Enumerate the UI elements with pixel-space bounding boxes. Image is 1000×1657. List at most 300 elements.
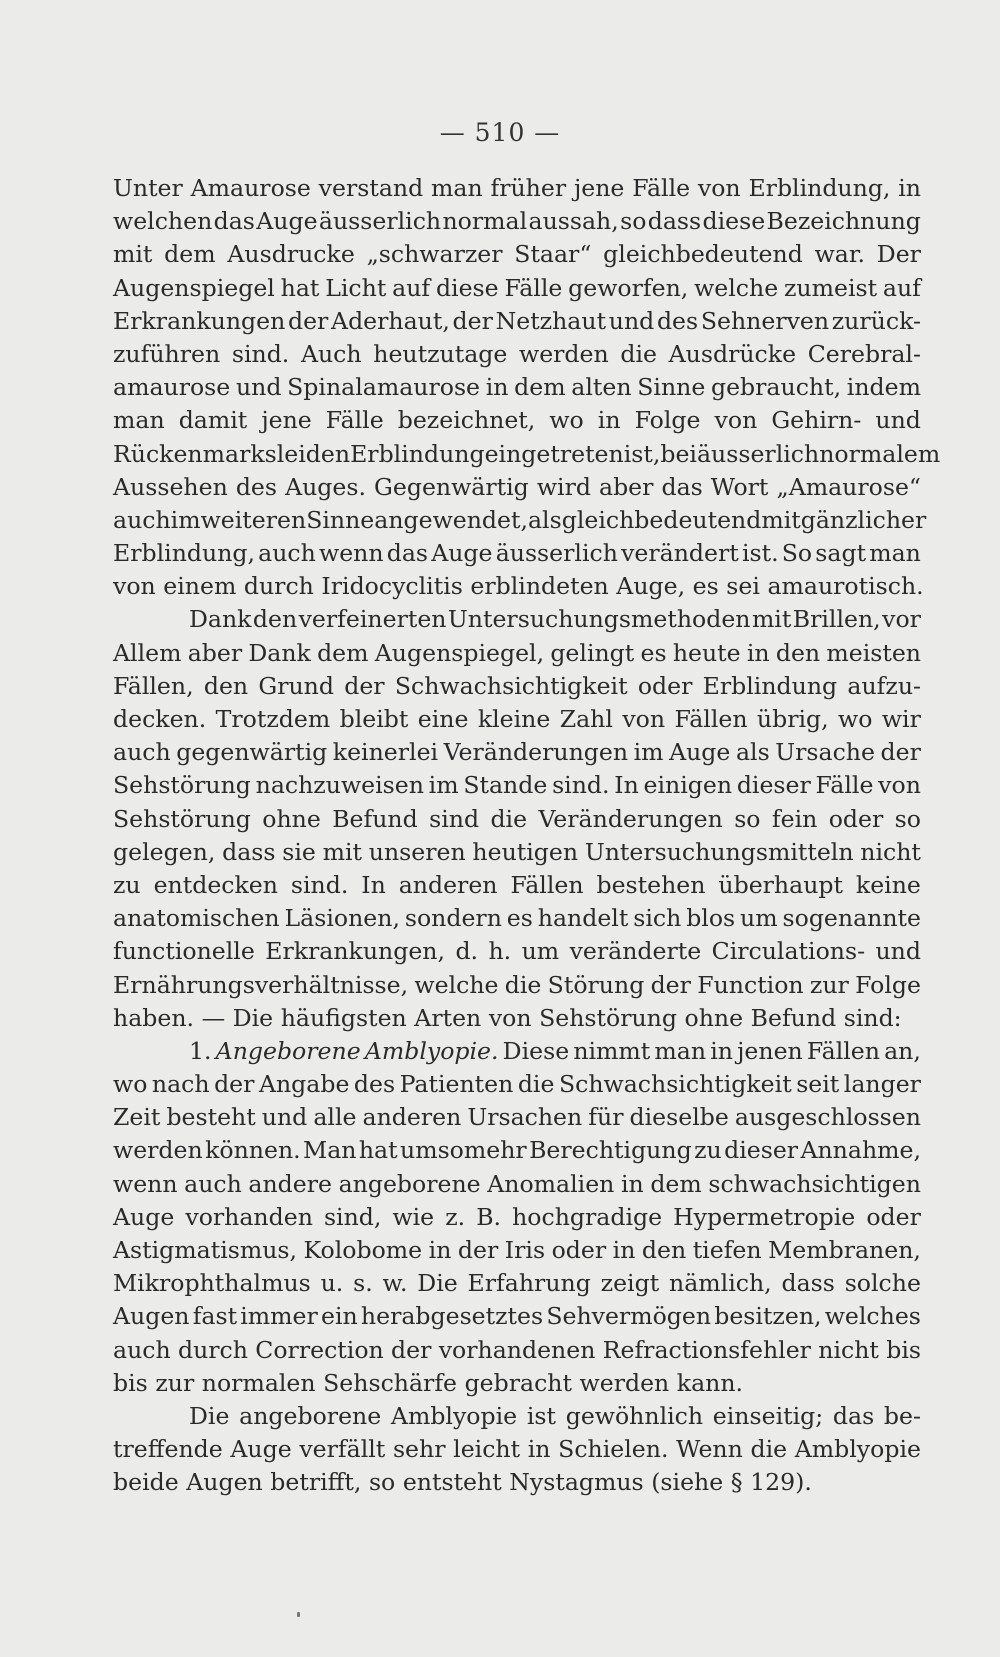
text-line: [113, 1234, 921, 1267]
word: sind.: [290, 870, 349, 899]
text-line: [113, 836, 921, 869]
word: zu: [113, 870, 141, 899]
word: welche: [694, 273, 779, 302]
word: welche: [414, 970, 499, 999]
word: Circulations-: [711, 937, 866, 966]
word: so: [620, 207, 647, 236]
word: die: [517, 1070, 555, 1099]
word: sind: [429, 804, 480, 833]
word: Gehirn-: [771, 406, 862, 435]
word: „schwarzer: [366, 240, 503, 269]
word: um: [740, 904, 778, 933]
word: einseitig;: [712, 1401, 824, 1430]
word: langer: [843, 1070, 921, 1099]
text-line: [113, 1466, 921, 1499]
word: sind.: [231, 339, 290, 368]
body-text: [113, 172, 941, 1500]
word: in: [898, 174, 921, 202]
word: Amblyopie: [794, 1435, 921, 1464]
word: In: [614, 771, 639, 800]
word: Befund: [750, 1003, 837, 1032]
text-line: [113, 371, 921, 404]
word: Sinne: [306, 505, 375, 534]
word: ist: [526, 1401, 556, 1430]
word: auch: [258, 539, 316, 568]
print-speck: [297, 1612, 300, 1617]
word: Erfahrung: [467, 1269, 591, 1298]
word: des: [656, 306, 699, 335]
word: oder: [866, 1202, 921, 1231]
word: auch: [113, 738, 171, 767]
word: Angabe: [258, 1070, 350, 1099]
word: sondern: [404, 904, 502, 933]
word: Spinalamaurose: [287, 373, 481, 402]
word: Dank: [189, 605, 252, 634]
word: keine: [855, 870, 921, 899]
text-line: [113, 1168, 921, 1201]
word: Gegenwärtig: [374, 472, 529, 501]
word: von: [714, 406, 758, 435]
word: erblindeten: [470, 572, 609, 601]
word: hat: [280, 273, 320, 302]
word: mit: [322, 837, 363, 866]
word: jene: [261, 406, 312, 435]
word: gebracht: [464, 1368, 572, 1397]
word: zuführen: [113, 339, 221, 368]
word: dem: [317, 638, 369, 667]
word: den: [641, 1236, 687, 1264]
word: handelt: [537, 904, 629, 933]
word: nach: [151, 1070, 210, 1099]
word: ausgeschlossen: [734, 1103, 921, 1132]
word: Wenn: [676, 1435, 743, 1464]
word: sich: [633, 904, 682, 933]
word: um: [521, 937, 560, 966]
word: vor: [882, 605, 921, 634]
word: Läsionen,: [284, 904, 400, 933]
word: Folge: [634, 406, 701, 435]
word: verfällt: [299, 1435, 386, 1464]
word: den: [775, 638, 821, 667]
word: Untersuchungsmitteln: [584, 837, 854, 866]
word: Erblindung,: [113, 539, 255, 568]
word: Auge: [230, 1435, 292, 1464]
word: Iridocyclitis: [321, 572, 463, 601]
word: Augen: [113, 1302, 190, 1331]
word: der: [650, 970, 691, 999]
word: in: [428, 1236, 452, 1264]
word: haben.: [113, 1003, 195, 1032]
word: der: [287, 306, 329, 335]
text-line: [113, 1201, 921, 1234]
word: zur: [155, 1368, 195, 1397]
word: äusserlich: [696, 439, 820, 468]
word: für: [588, 1103, 624, 1132]
word: Erblindung: [702, 671, 838, 700]
word: heute: [672, 638, 741, 667]
word: Die: [189, 1401, 230, 1430]
word: und: [875, 406, 921, 435]
text-line: [113, 902, 921, 935]
word: veränderte: [569, 937, 702, 966]
word: so: [894, 804, 921, 833]
word: und: [608, 306, 655, 335]
word: Iris: [504, 1236, 546, 1264]
word: es: [640, 638, 667, 667]
text-line: [113, 1035, 921, 1068]
word: meisten: [826, 638, 921, 667]
word: die: [620, 339, 657, 368]
word: dieser: [736, 771, 811, 800]
word: indem: [846, 373, 921, 402]
word: weiteren: [200, 505, 307, 534]
word: werden: [579, 1368, 670, 1397]
word: der: [880, 738, 921, 767]
word: heutigen: [472, 837, 579, 866]
word: Auge: [256, 207, 318, 236]
word: im: [428, 771, 459, 800]
text-line: [113, 1433, 921, 1466]
word: man: [113, 406, 165, 435]
word: Der: [876, 240, 921, 269]
word: und: [261, 1103, 308, 1132]
word: Schwachsichtigkeit: [394, 671, 628, 700]
word: aufzu-: [847, 671, 921, 700]
word: wenn: [319, 539, 384, 568]
word: entsteht: [402, 1468, 502, 1497]
word: der: [457, 1236, 499, 1264]
word: das: [661, 472, 703, 501]
word: häufigsten: [280, 1003, 407, 1032]
word: ist.: [741, 539, 779, 568]
word: Amaurose: [190, 174, 311, 202]
paragraph: [113, 1035, 921, 1400]
text-line: [113, 1134, 921, 1167]
word: als: [735, 738, 770, 767]
word: seit: [796, 1070, 840, 1099]
word: in: [612, 1236, 636, 1264]
word: der: [214, 1070, 255, 1099]
word: amaurose: [113, 373, 231, 402]
word: Ausdrücke: [668, 339, 797, 368]
word: normalen: [201, 1368, 316, 1397]
word: bezeichnet,: [397, 406, 536, 435]
word: in: [485, 373, 509, 402]
word: besteht: [166, 1103, 256, 1132]
word: im: [170, 505, 201, 534]
text-line: [113, 703, 921, 736]
word: 129).: [750, 1468, 812, 1497]
word: der: [391, 1335, 432, 1364]
word: auch: [184, 1169, 242, 1198]
word: übrig,: [756, 705, 829, 733]
word: dass: [781, 1269, 835, 1298]
word: Auges.: [285, 472, 366, 501]
word: und: [875, 937, 921, 966]
word: gleichbedeutend: [561, 505, 762, 534]
word: vorhandenen: [438, 1335, 596, 1364]
word: Allem: [113, 638, 182, 667]
word: aber: [599, 472, 654, 501]
word: man: [869, 539, 921, 568]
word: herabgesetztes: [360, 1302, 544, 1331]
word: das: [386, 539, 429, 568]
word: alle: [313, 1103, 357, 1132]
word: schwachsichtigen: [708, 1169, 921, 1198]
word: Befund: [332, 804, 418, 833]
word: Diese: [502, 1036, 570, 1065]
word: nachzuweisen: [255, 771, 424, 800]
section-heading-word: Amblyopie.: [364, 1036, 499, 1065]
word: die: [750, 1435, 788, 1464]
word: bestehen: [596, 870, 706, 899]
word: Erkrankungen,: [265, 937, 446, 966]
word: sagt: [815, 539, 867, 568]
word: betrifft,: [270, 1468, 362, 1497]
word: Correction: [255, 1335, 384, 1364]
word: welchen: [113, 207, 213, 236]
word: Ursache: [775, 738, 875, 767]
word: Berechtigung: [529, 1136, 692, 1165]
word: anderen: [362, 1103, 462, 1132]
word: besitzen,: [714, 1302, 822, 1331]
word: unseren: [368, 837, 466, 866]
word: Auge: [113, 1202, 175, 1231]
word: zu: [694, 1136, 722, 1165]
paragraph: [113, 1400, 921, 1500]
word: wenn: [113, 1169, 178, 1198]
text-line: [113, 869, 921, 902]
word: functionelle: [113, 937, 255, 966]
word: wir: [881, 705, 921, 733]
word: von: [488, 1003, 532, 1032]
word: andere: [248, 1169, 332, 1198]
word: war.: [814, 240, 866, 269]
word: oder: [637, 671, 693, 700]
word: Erblindung,: [748, 174, 891, 202]
word: überhaupt: [718, 870, 843, 899]
word: anatomischen: [113, 904, 280, 933]
word: treffende: [113, 1435, 223, 1464]
word: werden: [113, 1136, 203, 1165]
word: aber: [187, 638, 243, 667]
word: ein: [321, 1302, 358, 1331]
word: fast: [192, 1302, 238, 1331]
word: wie: [392, 1202, 435, 1231]
word: Fälle: [815, 771, 874, 800]
word: als: [527, 505, 562, 534]
word: Untersuchungsmethoden: [447, 605, 751, 634]
word: der: [452, 306, 493, 335]
word: gleichbedeutend: [603, 240, 803, 269]
word: Fälle: [504, 273, 563, 302]
word: bis: [886, 1335, 921, 1364]
word: der: [344, 671, 385, 700]
word: Ausdrucke: [227, 240, 355, 269]
word: zurück-: [831, 306, 921, 335]
word: in: [710, 1036, 733, 1065]
word: das: [832, 1401, 875, 1430]
word: gegenwärtig: [176, 738, 328, 767]
word: So: [781, 539, 813, 568]
word: Auge: [431, 539, 493, 568]
word: verändert: [621, 539, 739, 568]
word: Fällen,: [113, 671, 194, 700]
word: oder: [551, 1236, 607, 1264]
text-line: [113, 603, 921, 636]
word: gelingt: [550, 638, 635, 667]
word: anderen: [398, 870, 498, 899]
word: mit: [761, 505, 801, 534]
word: Erblindung: [350, 439, 485, 468]
text-line: [113, 305, 921, 338]
word: fein: [771, 804, 818, 833]
word: damit: [178, 406, 248, 435]
word: normalem: [819, 439, 941, 468]
word: z.: [445, 1202, 466, 1231]
word: keinerlei: [332, 738, 439, 767]
word: Veränderungen: [538, 804, 723, 833]
word: dem: [514, 373, 566, 402]
word: bis: [113, 1368, 148, 1397]
word: die: [490, 804, 528, 833]
word: Patienten: [399, 1070, 514, 1099]
word: blos: [686, 904, 736, 933]
text-line: [113, 1367, 921, 1400]
word: Rückenmarksleiden: [113, 439, 351, 468]
word: Dank: [248, 638, 311, 667]
text-line: [113, 935, 921, 968]
word: Fällen: [674, 705, 748, 733]
text-line: [113, 803, 921, 836]
word: Staar“: [514, 240, 592, 269]
word: heutzutage: [373, 339, 508, 368]
word: äusserlich: [495, 539, 618, 568]
word: mit: [751, 605, 792, 634]
word: früher: [490, 174, 567, 202]
word: Arten: [414, 1003, 482, 1032]
word: Annahme,: [800, 1136, 921, 1165]
word: be-: [883, 1401, 921, 1430]
text-line: [113, 504, 927, 537]
word: solche: [844, 1269, 921, 1298]
word: Fälle: [632, 174, 691, 202]
word: zur: [809, 970, 849, 999]
word: in: [620, 1169, 644, 1198]
word: Veränderungen: [443, 738, 629, 767]
word: geworfen,: [568, 273, 689, 302]
word: so: [734, 804, 761, 833]
text-line: [113, 471, 921, 504]
word: man: [654, 1036, 707, 1065]
word: Sinne: [637, 373, 706, 402]
word: dieser: [724, 1136, 799, 1165]
word: Augenspiegel,: [374, 638, 545, 667]
word: dieselbe: [629, 1103, 729, 1132]
word: Schielen.: [558, 1435, 669, 1464]
word: von: [113, 572, 156, 601]
word: Sehschärfe: [323, 1368, 458, 1397]
word: zumeist: [783, 273, 878, 302]
word: Wort: [710, 472, 769, 501]
word: s.: [353, 1269, 373, 1298]
word: man: [431, 174, 483, 202]
word: angeborene: [338, 1169, 481, 1198]
word: alten: [571, 373, 632, 402]
word: Erkrankungen: [113, 306, 286, 335]
word: Brillen,: [792, 605, 881, 634]
word: können.: [205, 1136, 301, 1165]
word: diese: [702, 207, 766, 236]
word: angewendet,: [374, 505, 528, 534]
word: Die: [232, 1003, 274, 1032]
word: mit: [113, 240, 153, 269]
word: so: [368, 1468, 396, 1497]
word: Schwachsichtigkeit: [558, 1070, 792, 1099]
word: Zeit: [113, 1103, 161, 1132]
word: immer: [240, 1302, 318, 1331]
text-line: [113, 670, 921, 703]
word: dem: [164, 240, 216, 269]
word: ist,: [623, 439, 661, 468]
text-line: [113, 969, 921, 1002]
word: „Amaurose“: [776, 472, 921, 501]
word: Membranen,: [768, 1236, 921, 1264]
word: h.: [488, 937, 512, 966]
word: sehr: [392, 1435, 446, 1464]
word: verstand: [318, 174, 424, 202]
word: Stande: [463, 771, 548, 800]
word: Auge: [669, 738, 731, 767]
text-line: [113, 1400, 921, 1433]
word: Folge: [855, 970, 921, 999]
word: dem: [650, 1169, 702, 1198]
word: welches: [824, 1302, 921, 1331]
word: Hypermetropie: [673, 1202, 856, 1231]
page-number: — 510 —: [439, 118, 561, 147]
word: decken.: [113, 705, 207, 733]
word: hat: [358, 1136, 398, 1165]
word: von: [622, 705, 666, 733]
word: normal: [442, 207, 528, 236]
word: in: [527, 1435, 551, 1464]
word: Sehvermögen: [546, 1302, 712, 1331]
word: und: [235, 373, 282, 402]
word: oder: [828, 804, 884, 833]
word: wo: [113, 1070, 148, 1099]
word: bei: [660, 439, 697, 468]
word: in: [746, 638, 770, 667]
word: Fälle: [325, 406, 384, 435]
word: auch: [113, 1335, 171, 1364]
word: ohne: [262, 804, 321, 833]
word: in: [597, 406, 621, 435]
word: einigen: [643, 771, 733, 800]
text-line: [113, 1068, 921, 1101]
word: werden: [519, 339, 609, 368]
word: von: [697, 174, 741, 202]
text-line: [113, 238, 921, 271]
word: an,: [884, 1036, 921, 1065]
word: gewöhnlich: [565, 1401, 704, 1430]
word: jene: [573, 174, 625, 202]
word: Licht: [325, 273, 387, 302]
word: eine: [417, 705, 469, 733]
word: amaurotisch.: [767, 572, 924, 601]
word: Auge,: [616, 572, 686, 601]
word: wo: [549, 406, 584, 435]
word: vorhanden: [185, 1202, 313, 1231]
